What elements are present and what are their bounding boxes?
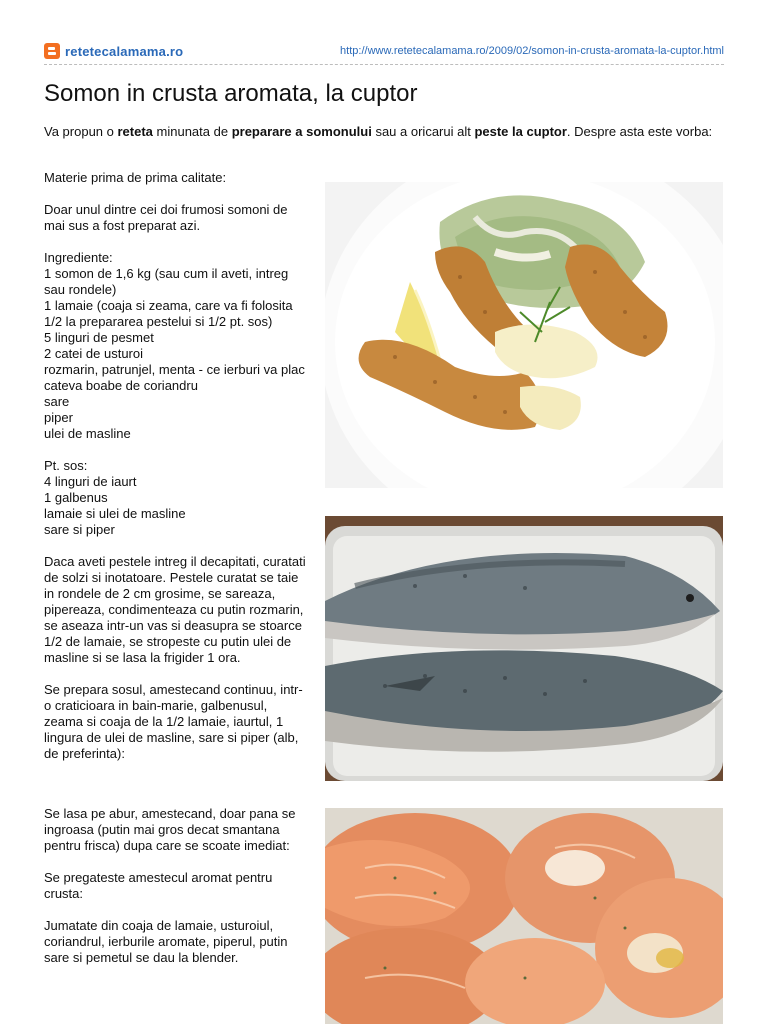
link-preparare-somon[interactable]: preparare a somonului: [231, 124, 372, 139]
ingredient-item: ulei de masline: [44, 426, 131, 441]
ingredient-item: rozmarin, patrunjel, menta - ce ierburi va plac: [44, 362, 305, 377]
page-url-link[interactable]: http://www.retetecalamama.ro/2009/02/somon-in-crusta-aromata-la-cuptor.html: [340, 45, 724, 57]
sauce-item: 4 linguri de iaurt: [44, 474, 137, 489]
photo-whole-salmon: [325, 516, 723, 781]
ingredient-item: cateva boabe de coriandru: [44, 378, 198, 393]
ingredient-item: 1 lamaie (coaja si zeama, care va fi folosita 1/2 la prepararea pestelui si 1/2 pt. sos): [44, 298, 293, 329]
blogger-icon: [44, 43, 60, 59]
page-header: [44, 42, 724, 65]
article-intro: Va propun o reteta minunata de preparare a somonului sau a oricarui alt peste la cuptor. Despre asta este vorba:: [44, 124, 713, 139]
link-peste-cuptor[interactable]: peste la cuptor: [474, 124, 567, 139]
link-reteta[interactable]: reteta: [117, 124, 153, 139]
ingredient-item: sare: [44, 394, 70, 409]
article-title: Somon in crusta aromata, la cuptor: [44, 80, 418, 107]
step-blender: Jumatate din coaja de lamaie, usturoiul, coriandrul, ierburile aromate, piperul, putin sare si pemetul se dau la blender.: [44, 918, 288, 965]
somon-description: Doar unul dintre cei doi frumosi somoni de mai sus a fost preparat azi.: [44, 202, 288, 233]
sauce-heading: Pt. sos:: [44, 458, 88, 473]
photo-plated-salmon: [325, 182, 723, 488]
recipe-text-column: [44, 170, 306, 966]
step-prepare-fish: Daca aveti pestele intreg il decapitati, curatati de solzi si inotatoare. Pestele curatat se taie in rondele de 2 cm grosime, se sareaza, pipereaza, condimenteaza cu putin rozmarin, se aseaza intr-un vas si deasupra se stoarce 1/2 de lamaie, se stropeste cu putin ulei de masline si se lasa la frigider 1 ora.: [44, 554, 306, 665]
ingredient-item: 5 linguri de pesmet: [44, 330, 154, 345]
ingredient-item: 1 somon de 1,6 kg (sau cum il aveti, intreg sau rondele): [44, 266, 289, 297]
ingredient-item: piper: [44, 410, 73, 425]
sauce-item: sare si piper: [44, 522, 115, 537]
sauce-item: lamaie si ulei de masline: [44, 506, 186, 521]
step-prepare-sauce: Se prepara sosul, amestecand continuu, intr-o craticioara in bain-marie, galbenusul, zeama si coaja de la 1/2 lamaie, iaurtul, 1 lingura de ulei de masline, sare si piper (alb, de preferinta):: [44, 682, 303, 761]
photo-salmon-steaks: [325, 808, 723, 1024]
ingredient-item: 2 catei de usturoi: [44, 346, 144, 361]
materie-prima-text: Materie prima de prima calitate:: [44, 170, 227, 185]
site-name[interactable]: retetecalamama.ro: [65, 43, 184, 59]
sauce-item: 1 galbenus: [44, 490, 108, 505]
site-logo[interactable]: [44, 42, 183, 60]
step-crust-mix: Se pregateste amestecul aromat pentru crusta:: [44, 870, 273, 901]
ingredients-heading: Ingrediente:: [44, 250, 113, 265]
step-steam-sauce: Se lasa pe abur, amestecand, doar pana se ingroasa (putin mai gros decat smantana pentru frisca) dupa care se scoate imediat:: [44, 806, 296, 853]
